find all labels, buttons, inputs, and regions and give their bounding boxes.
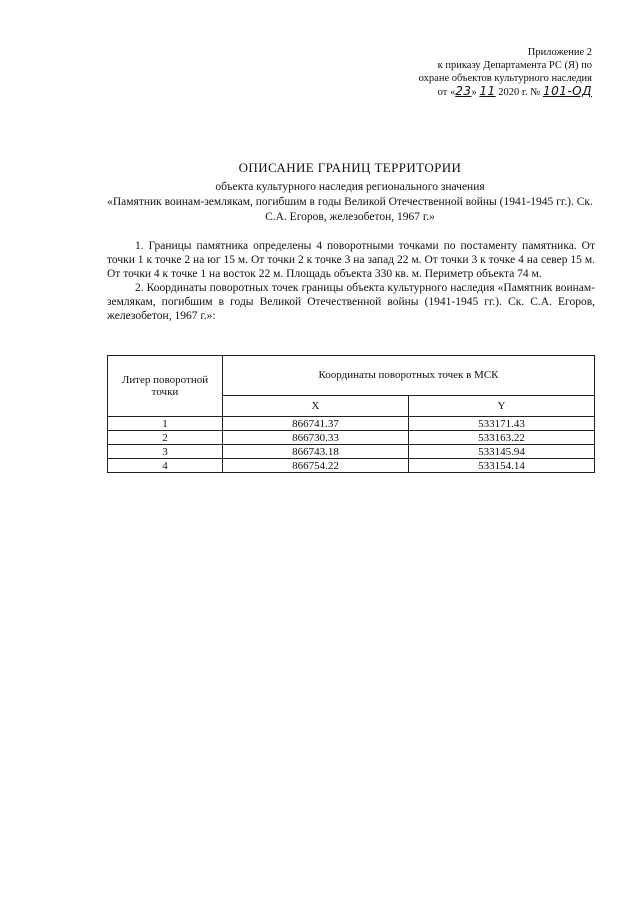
table-row — [108, 431, 595, 445]
date-day: 23 — [455, 84, 472, 98]
date-prefix: от « — [437, 87, 456, 98]
col-header-point: Литер поворотной точки — [108, 356, 223, 417]
boundary-paragraph: 1. Границы памятника определены 4 поворотными точками по постаменту памятника. От точки 1 к точке 2 на юг 15 м. От точки 2 к точке 3 на запад 22 м. От точки 3 к точке 4 на север 15 м. От точки 4 к точке 1 на восток 22 м. Площадь объекта 330 кв. м. Периметр объекта 74 м. — [107, 240, 595, 280]
x-cell: 866730.33 — [223, 431, 409, 445]
x-cell: 866743.18 — [223, 445, 409, 459]
point-cell: 3 — [108, 445, 223, 459]
y-cell: 533171.43 — [408, 417, 594, 431]
y-cell: 533154.14 — [408, 459, 594, 473]
x-cell: 866754.22 — [223, 459, 409, 473]
appendix-header — [292, 46, 592, 99]
col-header-x: X — [223, 395, 409, 416]
document-body — [107, 239, 595, 323]
document-title: ОПИСАНИЕ ГРАНИЦ ТЕРРИТОРИИ — [238, 160, 462, 175]
y-cell: 533163.22 — [408, 431, 594, 445]
document-title-block — [100, 160, 600, 225]
y-cell: 533145.94 — [408, 445, 594, 459]
appendix-label: Приложение 2 — [527, 47, 592, 58]
point-cell: 1 — [108, 417, 223, 431]
table-row — [108, 459, 595, 473]
x-cell: 866741.37 — [223, 417, 409, 431]
col-header-coords: Координаты поворотных точек в МСК — [223, 356, 595, 396]
coordinates-paragraph: 2. Координаты поворотных точек границы объекта культурного наследия «Памятник воинам-землякам, погибшим в годы Великой Отечественной войны (1941-1945 гг.). Ск. С.А. Егоров, железобетон, 1967 г.»: — [107, 282, 595, 322]
col-header-y: Y — [408, 395, 594, 416]
object-name: «Памятник воинам-землякам, погибшим в годы Великой Отечественной войны (1941-1945 гг.). Ск. С.А. Егоров, железобетон, 1967 г.» — [107, 196, 593, 223]
order-reference-line: к приказу Департамента РС (Я) по — [437, 60, 592, 71]
table-row — [108, 417, 595, 431]
department-line: охране объектов культурного наследия — [418, 73, 592, 84]
object-category: объекта культурного наследия регионального значения — [215, 181, 485, 193]
table-row — [108, 445, 595, 459]
point-cell: 2 — [108, 431, 223, 445]
coordinates-table — [107, 355, 595, 473]
point-cell: 4 — [108, 459, 223, 473]
date-mid: » — [471, 87, 480, 98]
order-date-line — [292, 85, 592, 99]
date-year: 2020 г. № — [495, 87, 543, 98]
order-number: 101-ОД — [542, 84, 592, 98]
date-month: 11 — [479, 84, 496, 98]
